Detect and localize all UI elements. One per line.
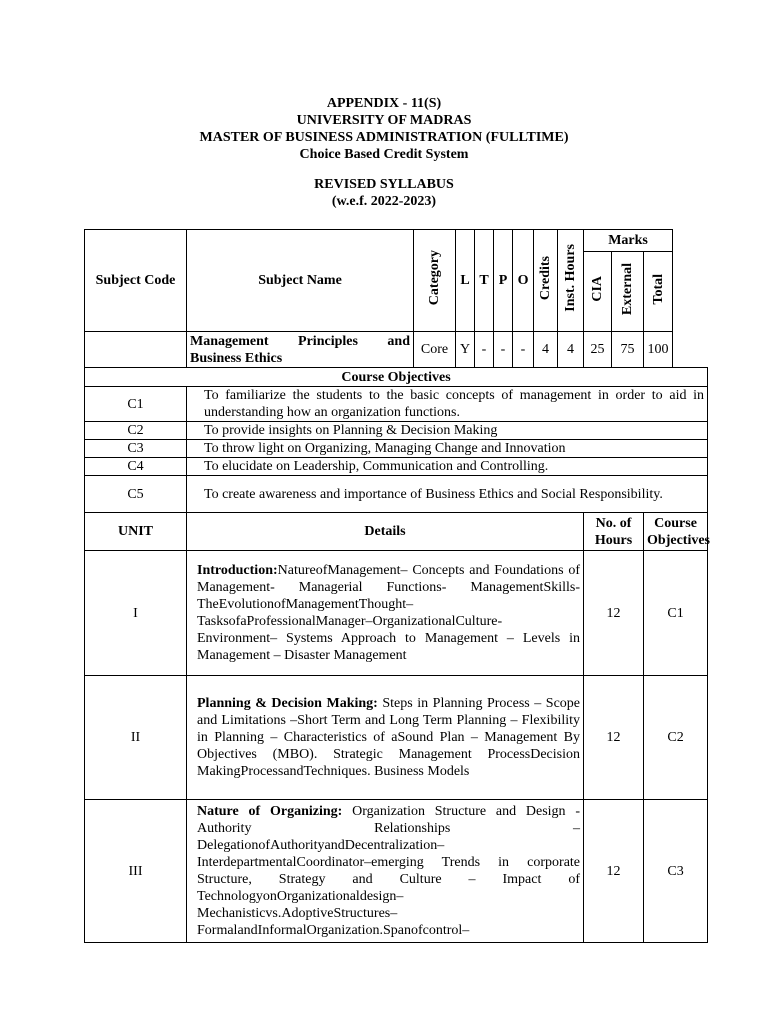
header-hours-line1: No. of [595,515,632,531]
unit-row [85,676,708,800]
unit-hours: 12 [584,551,644,676]
unit-row [85,551,708,676]
unit-title: Introduction: [197,563,278,578]
unit-number: III [85,800,187,943]
unit-text: NatureofManagement– Concepts and Foundations of Management- Managerial Functions- ManagementSkills- TheEvolutionofManagementThought– TasksofaProfessionalManager–OrganizationalCulture- Environment– Systems Approach to Management – Levels in Management – Disaster Management [197,563,581,663]
unit-number: I [85,551,187,676]
header-p: P [494,230,513,332]
header-inst-hours: Inst. Hours [558,230,584,332]
unit-details [187,676,584,800]
unit-objective: C3 [644,800,708,943]
objective-text: To familiarize the students to the basic concepts of management in order to aid in understanding how an organization functions. [187,387,708,422]
appendix-title: APPENDIX - 11(S) [326,96,442,111]
subject-l: Y [456,332,475,368]
header-external: External [612,252,644,332]
subject-credits: 4 [534,332,558,368]
unit-number: II [85,676,187,800]
unit-hours: 12 [584,676,644,800]
objective-text: To throw light on Organizing, Managing Change and Innovation [187,440,708,458]
subject-cia: 25 [584,332,612,368]
header-hours-line2: Hours [594,532,633,548]
header-o: O [513,230,534,332]
program-name: MASTER OF BUSINESS ADMINISTRATION (FULLTIME) [199,130,569,145]
unit-title: Nature of Organizing: [197,804,343,819]
effective-year: (w.e.f. 2022-2023) [331,194,437,209]
objective-row [85,476,708,513]
header-total: Total [644,252,673,332]
header-hours [584,513,644,551]
header-subject-code: Subject Code [85,230,187,332]
credit-system: Choice Based Credit System [299,147,469,162]
syllabus-table [84,229,708,943]
subject-total: 100 [644,332,673,368]
header-course-objectives [644,513,708,551]
unit-objective: C2 [644,676,708,800]
unit-hours: 12 [584,800,644,943]
header-cia: CIA [584,252,612,332]
subject-o: - [513,332,534,368]
unit-objective: C1 [644,551,708,676]
subject-code [85,332,187,368]
unit-title: Planning & Decision Making: [197,696,378,711]
subject-category: Core [414,332,456,368]
course-objectives-title: Course Objectives [85,368,708,387]
header-subject-name: Subject Name [187,230,414,332]
unit-details [187,800,584,943]
objective-text: To elucidate on Leadership, Communication and Controlling. [187,458,708,476]
subject-t: - [475,332,494,368]
header-objectives-line1: Course [654,515,697,531]
revised-syllabus: REVISED SYLLABUS [314,177,454,192]
header-objectives-line2: Objectives [647,532,710,548]
subject-name [187,332,414,368]
header-details: Details [187,513,584,551]
unit-details [187,551,584,676]
unit-row [85,800,708,943]
university-name: UNIVERSITY OF MADRAS [296,113,472,128]
subject-name-line1: Management Principles and [190,333,411,349]
objective-row [85,458,708,476]
subject-p: - [494,332,513,368]
header-unit: UNIT [85,513,187,551]
header-l: L [456,230,475,332]
objective-code: C1 [85,387,187,422]
subject-row [85,332,708,368]
objective-code: C4 [85,458,187,476]
unit-text: Steps in Planning Process – Scope and Limitations –Short Term and Long Term Planning – Flexibility in Planning – Characteristics of aSound Plan – Management By Objectives (MBO). Strategic Management ProcessDecision MakingProcessandTechniques. Business Models [197,696,581,779]
objective-row [85,422,708,440]
header-credits: Credits [534,230,558,332]
subject-inst-hours: 4 [558,332,584,368]
header-marks: Marks [584,230,673,252]
header-t: T [475,230,494,332]
objective-text: To create awareness and importance of Business Ethics and Social Responsibility. [187,476,708,513]
objective-code: C3 [85,440,187,458]
unit-text: Organization Structure and Design - Authority Relationships – DelegationofAuthorityandDecentralization– InterdepartmentalCoordinator–emerging Trends in corporate Structure, Strategy and Culture – Impact of TechnologyonOrganizationaldesign– Mechanisticvs.AdoptiveStructures– FormalandInformalOrganization.Spanofcontrol– [197,804,581,938]
subject-name-line2: Business Ethics [190,350,283,366]
objective-code: C2 [85,422,187,440]
objective-row [85,440,708,458]
objective-code: C5 [85,476,187,513]
objective-row [85,387,708,422]
header-category: Category [414,230,456,332]
subject-external: 75 [612,332,644,368]
objective-text: To provide insights on Planning & Decision Making [187,422,708,440]
